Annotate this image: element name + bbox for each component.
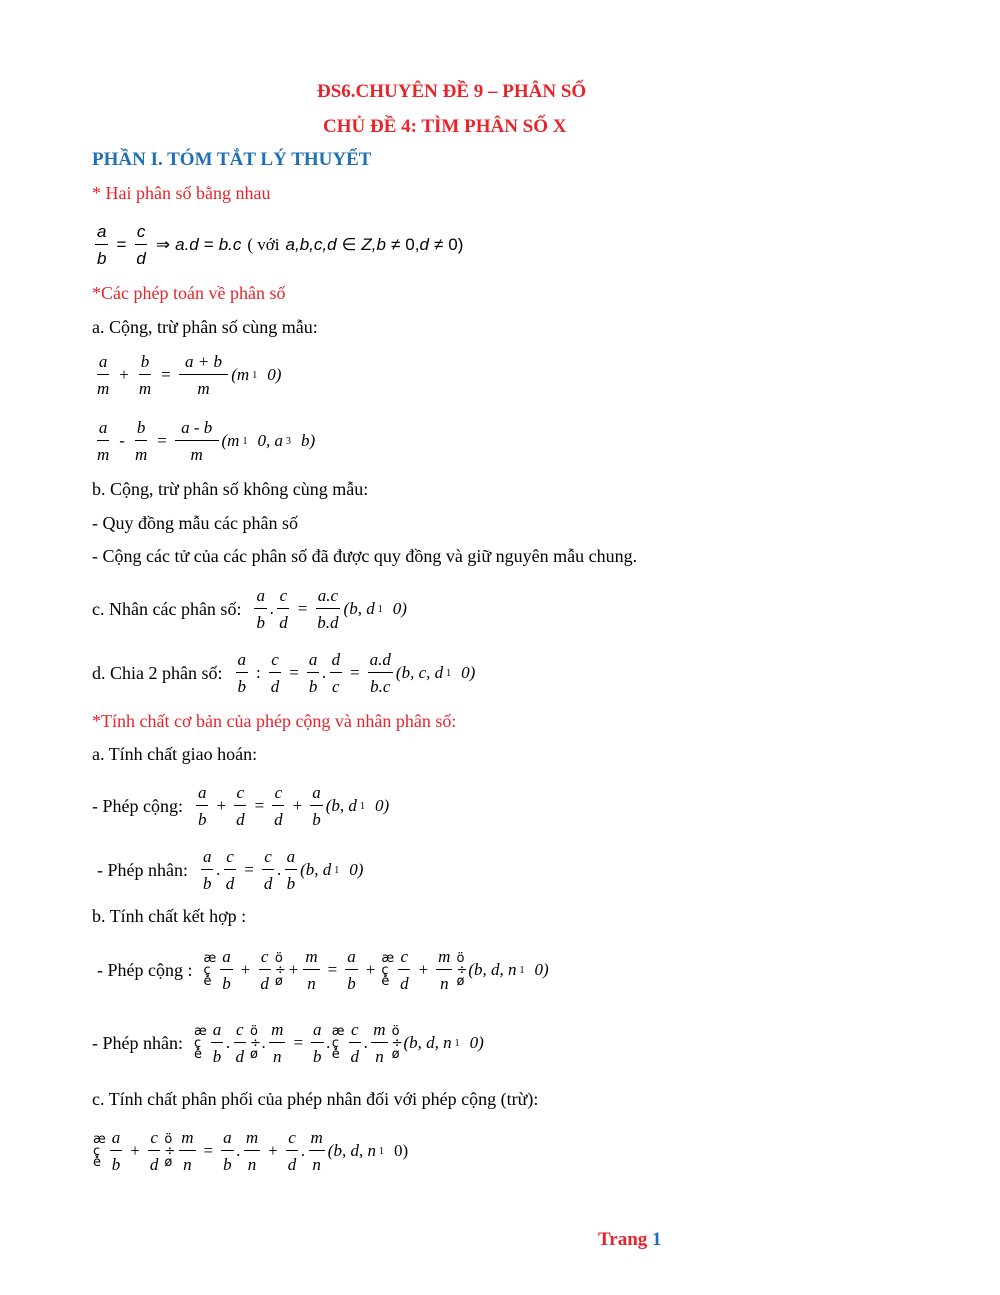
page-number: 1 bbox=[652, 1229, 662, 1250]
section-heading: PHẦN I. TÓM TẮT LÝ THUYẾT bbox=[92, 149, 372, 170]
commutative-mul-formula: - Phép nhân: $\frac{a}{b}$ . $\frac{c}{d}$ = $\frac{c}{d}$ . $\frac{a}{b}$ (b, d 1 0) bbox=[97, 847, 364, 893]
divide-label: d. Chia 2 phân số: bbox=[92, 662, 223, 683]
page-footer bbox=[598, 1229, 662, 1251]
properties-label: *Tính chất cơ bản của phép cộng và nhân phân số: bbox=[92, 711, 457, 731]
distributive-formula: æ ç è $\frac{a}{b}$ + $\frac{c}{d}$ ö ÷ ø $\frac{m}{n}$ = $\frac{a}{b}$ . $\frac{m}{n}$ + $\frac{c}{d}$ . $\frac{m}{n}$ (b, d, n 1 0) bbox=[93, 1128, 409, 1174]
commutative-label: a. Tính chất giao hoán: bbox=[92, 744, 258, 764]
commutative-mul-label: - Phép nhân: bbox=[97, 859, 188, 880]
associative-mul-formula: - Phép nhân: æ ç è $\frac{a}{b}$ . $\frac{c}{d}$ ö ÷ ø . $\frac{m}{n}$ = $\frac{a}{b}$ . æ ç è $\frac{c}{d}$ . $\frac{m}{n}$ ö ÷ ø (b, d, n 1 0) bbox=[92, 1020, 484, 1066]
topic-title: CHỦ ĐỀ 4: TÌM PHÂN SỐ X bbox=[323, 116, 567, 137]
commutative-add-label: - Phép cộng: bbox=[92, 795, 183, 816]
distributive-label: c. Tính chất phân phối của phép nhân đối với phép cộng (trừ): bbox=[92, 1089, 539, 1109]
associative-mul-label: - Phép nhân: bbox=[92, 1032, 183, 1053]
operations-label: *Các phép toán về phân số bbox=[92, 283, 286, 303]
subtract-formula: $\frac{a}{m}$ - $\frac{b}{m}$ = $\frac{a - b}{m}$ (m 1 0, a 3 b) bbox=[97, 418, 316, 464]
page-label: Trang bbox=[598, 1229, 648, 1250]
step-2: - Cộng các tử của các phân số đã được quy đồng và giữ nguyên mẫu chung. bbox=[92, 546, 638, 566]
associative-label: b. Tính chất kết hợp : bbox=[92, 906, 247, 926]
multiply-formula: c. Nhân các phân số: $\frac{a}{b}$ . $\frac{c}{d}$ = $\frac{a.c}{b.d}$ (b, d 1 0) bbox=[92, 586, 407, 632]
divide-formula: d. Chia 2 phân số: $\frac{a}{b}$ : $\frac{c}{d}$ = $\frac{a}{b}$ . $\frac{d}{c}$ = $\frac{a.d}{b.c}$ (b, c, d 1 0) bbox=[92, 650, 476, 696]
condition-prefix: ( với bbox=[247, 235, 280, 255]
step-1: - Quy đồng mẫu các phân số bbox=[92, 513, 298, 533]
multiply-label: c. Nhân các phân số: bbox=[92, 598, 242, 619]
add-formula: $\frac{a}{m}$ + $\frac{b}{m}$ = $\frac{a + b}{m}$ (m 1 0) bbox=[97, 352, 282, 398]
add-same-denominator-label: a. Cộng, trừ phân số cùng mẫu: bbox=[92, 317, 318, 337]
associative-add-label: - Phép cộng : bbox=[97, 959, 193, 980]
equal-fractions-formula: $\frac{a}{b}$ = $\frac{c}{d}$ ⇒ a.d = b.c ( với a,b,c,d ∈ Z,b ≠ 0, d ≠ 0) bbox=[97, 222, 464, 268]
associative-add-formula: - Phép cộng : æ ç è $\frac{a}{b}$ + $\frac{c}{d}$ ö ÷ ø + $\frac{m}{n}$ = $\frac{a}{b}$ + æ ç è $\frac{c}{d}$ + $\frac{m}{n}$ ö ÷ ø (b, d, n 1 0) bbox=[97, 947, 549, 993]
document-title: ĐS6.CHUYÊN ĐỀ 9 – PHÂN SỐ bbox=[317, 81, 587, 102]
commutative-add-formula: - Phép cộng: $\frac{a}{b}$ + $\frac{c}{d}$ = $\frac{c}{d}$ + $\frac{a}{b}$ (b, d 1 0) bbox=[92, 783, 390, 829]
add-diff-denominator-label: b. Cộng, trừ phân số không cùng mẫu: bbox=[92, 479, 369, 499]
equal-fractions-label: * Hai phân số bằng nhau bbox=[92, 183, 271, 203]
